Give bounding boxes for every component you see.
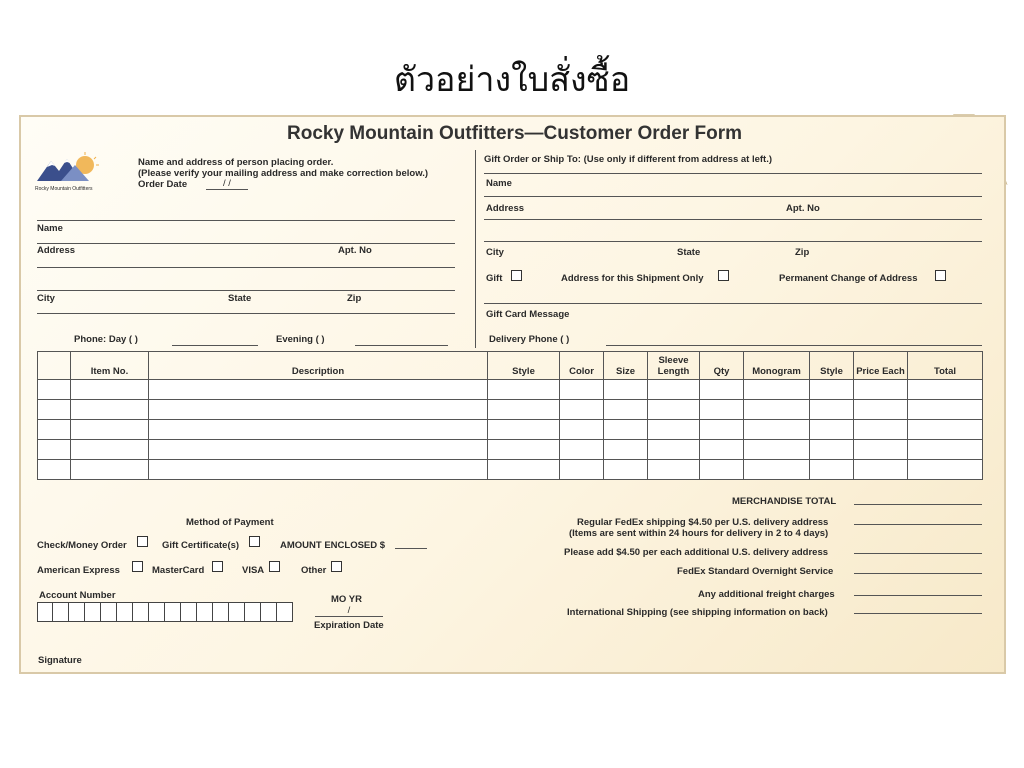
amount-enclosed-label: AMOUNT ENCLOSED $ — [280, 540, 386, 551]
table-cell[interactable] — [604, 460, 648, 480]
account-number-label: Account Number — [39, 590, 116, 601]
permanent-change-label: Permanent Change of Address — [779, 273, 918, 284]
table-cell[interactable] — [700, 440, 744, 460]
table-cell[interactable] — [604, 420, 648, 440]
amex-checkbox[interactable] — [132, 561, 143, 572]
slide-title: ตัวอย่างใบสั่งซื้อ — [393, 60, 631, 100]
table-cell[interactable] — [744, 420, 810, 440]
account-digit-box[interactable] — [261, 602, 277, 622]
name-line-top — [37, 220, 455, 221]
table-cell[interactable] — [71, 380, 149, 400]
check-money-order-label: Check/Money Order — [37, 540, 127, 551]
items-table — [37, 351, 983, 480]
account-digit-box[interactable] — [37, 602, 53, 622]
table-row — [38, 380, 983, 400]
ship-apt-label: Apt. No — [786, 203, 820, 214]
account-digit-box[interactable] — [69, 602, 85, 622]
table-cell[interactable] — [71, 440, 149, 460]
overnight-label: FedEx Standard Overnight Service — [677, 566, 834, 577]
account-digit-box[interactable] — [85, 602, 101, 622]
table-cell[interactable] — [604, 400, 648, 420]
table-cell[interactable] — [648, 460, 700, 480]
table-cell[interactable] — [560, 440, 604, 460]
delivery-phone-field[interactable] — [606, 345, 982, 346]
zip-label: Zip — [347, 293, 362, 304]
table-cell[interactable] — [488, 420, 560, 440]
account-digit-box[interactable] — [245, 602, 261, 622]
apt-label: Apt. No — [338, 245, 372, 256]
table-cell[interactable] — [38, 420, 71, 440]
table-cell[interactable] — [38, 460, 71, 480]
account-digit-box[interactable] — [213, 602, 229, 622]
table-cell[interactable] — [604, 440, 648, 460]
ship-name-label: Name — [486, 178, 512, 189]
table-cell[interactable] — [810, 380, 854, 400]
table-cell[interactable] — [38, 440, 71, 460]
column-header: Description — [149, 352, 488, 380]
table-cell[interactable] — [908, 420, 983, 440]
table-cell[interactable] — [810, 460, 854, 480]
merchandise-total-field[interactable] — [854, 504, 982, 505]
table-cell[interactable] — [810, 420, 854, 440]
table-cell[interactable] — [648, 400, 700, 420]
table-cell[interactable] — [744, 380, 810, 400]
table-cell[interactable] — [744, 400, 810, 420]
column-header: Total — [908, 352, 983, 380]
column-header: Color — [560, 352, 604, 380]
gift-checkbox[interactable] — [511, 270, 522, 281]
table-cell[interactable] — [71, 460, 149, 480]
ship-zip-label: Zip — [795, 247, 810, 258]
table-cell[interactable] — [488, 380, 560, 400]
amex-label: American Express — [37, 565, 120, 576]
table-cell[interactable] — [560, 420, 604, 440]
table-cell[interactable] — [908, 440, 983, 460]
table-cell[interactable] — [854, 420, 908, 440]
ship-address-field-line[interactable] — [484, 219, 982, 220]
overnight-field[interactable] — [854, 573, 982, 574]
table-cell[interactable] — [854, 440, 908, 460]
amount-enclosed-field[interactable] — [395, 548, 427, 549]
table-cell[interactable] — [810, 400, 854, 420]
merchandise-total-label: MERCHANDISE TOTAL — [732, 496, 837, 507]
table-cell[interactable] — [560, 380, 604, 400]
intro-line-2: (Please verify your mailing address and make correction below.) — [138, 168, 429, 179]
table-cell[interactable] — [560, 460, 604, 480]
table-cell[interactable] — [810, 440, 854, 460]
table-cell[interactable] — [71, 400, 149, 420]
ship-address-field-line-2[interactable] — [484, 241, 982, 242]
method-of-payment-title: Method of Payment — [186, 517, 274, 528]
table-cell[interactable] — [908, 400, 983, 420]
table-header-row — [38, 352, 983, 380]
regular-fedex-field[interactable] — [854, 524, 982, 525]
table-cell[interactable] — [648, 380, 700, 400]
address-label: Address — [37, 245, 76, 256]
expiration-date-field[interactable]: / — [315, 605, 383, 617]
phone-day-label: Phone: Day ( ) — [74, 334, 138, 345]
column-header: Qty — [700, 352, 744, 380]
account-digit-box[interactable] — [229, 602, 245, 622]
evening-label: Evening ( ) — [276, 334, 325, 345]
table-cell[interactable] — [854, 400, 908, 420]
account-digit-box[interactable] — [101, 602, 117, 622]
table-cell[interactable] — [149, 400, 488, 420]
regular-fedex-label: Regular FedEx shipping $4.50 per U.S. delivery address — [577, 517, 829, 528]
account-digit-box[interactable] — [133, 602, 149, 622]
other-label: Other — [301, 565, 327, 576]
order-date-label: Order Date — [138, 179, 188, 190]
account-digit-box[interactable] — [165, 602, 181, 622]
expiration-date-label: Expiration Date — [314, 620, 384, 631]
check-money-order-checkbox[interactable] — [137, 536, 148, 547]
evening-phone-field[interactable] — [355, 345, 448, 346]
table-row — [38, 420, 983, 440]
column-header-blank — [38, 352, 71, 380]
table-cell[interactable] — [908, 380, 983, 400]
table-cell[interactable] — [908, 460, 983, 480]
logo-text: Rocky Mountain Outfitters — [35, 186, 93, 192]
column-header: Style — [810, 352, 854, 380]
table-cell[interactable] — [648, 440, 700, 460]
table-cell[interactable] — [38, 380, 71, 400]
table-cell[interactable] — [38, 400, 71, 420]
ship-city-label: City — [486, 247, 504, 258]
ship-state-label: State — [677, 247, 701, 258]
table-cell[interactable] — [744, 440, 810, 460]
mo-yr-label: MO YR — [331, 594, 362, 605]
column-header: Monogram — [744, 352, 810, 380]
additional-address-label: Please add $4.50 per each additional U.S. delivery address — [564, 547, 829, 558]
city-field-line[interactable] — [37, 313, 455, 314]
other-checkbox[interactable] — [331, 561, 342, 572]
name-field-line[interactable] — [37, 243, 455, 244]
visa-label: VISA — [242, 565, 265, 576]
ship-name-field-line[interactable] — [484, 196, 982, 197]
table-cell[interactable] — [700, 400, 744, 420]
table-row — [38, 460, 983, 480]
visa-checkbox[interactable] — [269, 561, 280, 572]
gift-certificate-checkbox[interactable] — [249, 536, 260, 547]
table-cell[interactable] — [149, 440, 488, 460]
table-cell[interactable] — [604, 380, 648, 400]
table-cell[interactable] — [488, 460, 560, 480]
intro-line-1: Name and address of person placing order. — [138, 157, 334, 168]
freight-field[interactable] — [854, 595, 982, 596]
column-header: Size — [604, 352, 648, 380]
phone-day-field[interactable] — [172, 345, 258, 346]
regular-fedex-note: (Items are sent within 24 hours for delivery in 2 to 4 days) — [569, 528, 829, 539]
table-cell[interactable] — [488, 400, 560, 420]
table-cell[interactable] — [744, 460, 810, 480]
table-cell[interactable] — [854, 460, 908, 480]
table-cell[interactable] — [700, 460, 744, 480]
account-digit-box[interactable] — [197, 602, 213, 622]
table-cell[interactable] — [854, 380, 908, 400]
order-form — [19, 115, 1006, 674]
name-label: Name — [37, 223, 63, 234]
column-header: Item No. — [71, 352, 149, 380]
gift-card-top-line — [484, 303, 982, 304]
ship-header-line — [484, 173, 982, 174]
state-label: State — [228, 293, 252, 304]
account-digit-box[interactable] — [181, 602, 197, 622]
international-shipping-label: International Shipping (see shipping information on back) — [567, 607, 828, 618]
table-cell[interactable] — [700, 380, 744, 400]
table-cell[interactable] — [648, 420, 700, 440]
address-shipment-checkbox[interactable] — [718, 270, 729, 281]
account-digit-box[interactable] — [117, 602, 133, 622]
table-cell[interactable] — [700, 420, 744, 440]
additional-address-field[interactable] — [854, 553, 982, 554]
account-digit-box[interactable] — [277, 602, 293, 622]
table-cell[interactable] — [488, 440, 560, 460]
account-digit-box[interactable] — [149, 602, 165, 622]
freight-label: Any additional freight charges — [698, 589, 835, 600]
table-cell[interactable] — [71, 420, 149, 440]
table-cell[interactable] — [560, 400, 604, 420]
table-cell[interactable] — [149, 460, 488, 480]
form-title: Rocky Mountain Outfitters—Customer Order Form — [287, 123, 742, 144]
gift-card-message-label: Gift Card Message — [486, 309, 570, 320]
table-cell[interactable] — [149, 420, 488, 440]
ship-address-label: Address — [486, 203, 525, 214]
address-field-line[interactable] — [37, 267, 455, 268]
mastercard-label: MasterCard — [152, 565, 205, 576]
address-field-line-2[interactable] — [37, 290, 455, 291]
table-cell[interactable] — [149, 380, 488, 400]
ship-to-header: Gift Order or Ship To: (Use only if different from address at left.) — [484, 154, 773, 165]
gift-label: Gift — [486, 273, 503, 284]
column-divider — [475, 150, 476, 348]
address-shipment-label: Address for this Shipment Only — [561, 273, 704, 284]
account-digit-box[interactable] — [53, 602, 69, 622]
delivery-phone-label: Delivery Phone ( ) — [489, 334, 570, 345]
table-body — [38, 380, 983, 480]
column-header: Sleeve Length — [648, 352, 700, 380]
city-label: City — [37, 293, 55, 304]
signature-label: Signature — [38, 655, 82, 666]
table-row — [38, 440, 983, 460]
column-header: Style — [488, 352, 560, 380]
mastercard-checkbox[interactable] — [212, 561, 223, 572]
international-shipping-field[interactable] — [854, 613, 982, 614]
column-header: Price Each — [854, 352, 908, 380]
gift-certificate-label: Gift Certificate(s) — [162, 540, 240, 551]
account-number-boxes[interactable] — [37, 602, 293, 622]
table-row — [38, 400, 983, 420]
permanent-change-checkbox[interactable] — [935, 270, 946, 281]
mountain-logo-icon — [35, 151, 107, 185]
order-date-field[interactable]: / / — [206, 178, 248, 190]
